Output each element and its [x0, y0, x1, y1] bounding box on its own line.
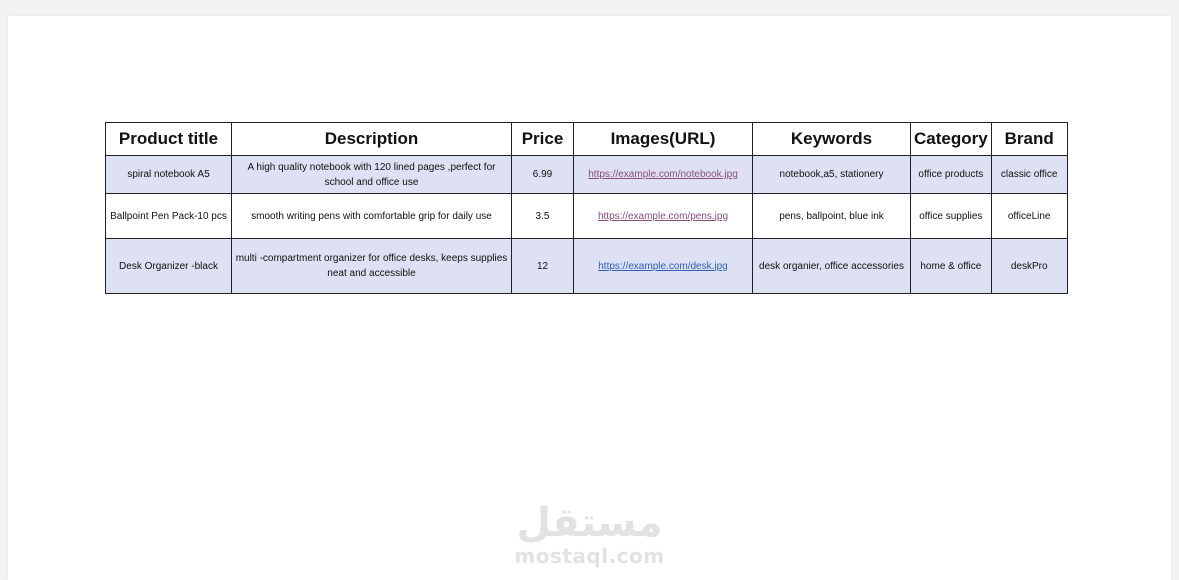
cell-product-title: Ballpoint Pen Pack-10 pcs	[106, 194, 232, 239]
cell-product-title: Desk Organizer -black	[106, 239, 232, 294]
watermark-logo	[8, 500, 1171, 566]
cell-price: 6.99	[512, 156, 574, 194]
watermark-latin-text: mostaql.com	[514, 544, 665, 568]
header-images-url: Images(URL)	[574, 123, 753, 156]
image-url-link[interactable]: https://example.com/desk.jpg	[598, 260, 728, 272]
cell-price: 12	[512, 239, 574, 294]
cell-image-url	[574, 239, 753, 294]
header-description: Description	[232, 123, 512, 156]
header-price: Price	[512, 123, 574, 156]
product-table	[105, 122, 1068, 294]
header-row	[106, 123, 1068, 156]
cell-price: 3.5	[512, 194, 574, 239]
table-row	[106, 239, 1068, 294]
cell-product-title: spiral notebook A5	[106, 156, 232, 194]
image-url-link[interactable]: https://example.com/pens.jpg	[597, 210, 729, 222]
table-row	[106, 156, 1068, 194]
cell-description: A high quality notebook with 120 lined pages ,perfect for school and office use	[232, 156, 512, 194]
table-row	[106, 194, 1068, 239]
cell-image-url	[574, 156, 753, 194]
header-brand: Brand	[991, 123, 1067, 156]
header-product-title: Product title	[106, 123, 232, 156]
image-url-link[interactable]: https://example.com/notebook.jpg	[588, 169, 738, 180]
document-page	[8, 16, 1171, 580]
cell-description: multi -compartment organizer for office desks, keeps supplies neat and accessible	[232, 239, 512, 294]
cell-image-url	[574, 194, 753, 239]
cell-keywords: pens, ballpoint, blue ink	[753, 194, 911, 239]
cell-brand: deskPro	[991, 239, 1067, 294]
watermark-arabic-text: مستقل	[516, 500, 663, 546]
cell-category: home & office	[911, 239, 992, 294]
header-category: Category	[911, 123, 992, 156]
header-keywords: Keywords	[753, 123, 911, 156]
cell-brand: classic office	[991, 156, 1067, 194]
cell-keywords: desk organier, office accessories	[753, 239, 911, 294]
cell-brand: officeLine	[991, 194, 1067, 239]
cell-keywords: notebook,a5, stationery	[753, 156, 911, 194]
cell-category: office products	[911, 156, 992, 194]
cell-description: smooth writing pens with comfortable grip for daily use	[232, 194, 512, 239]
cell-category: office supplies	[911, 194, 992, 239]
